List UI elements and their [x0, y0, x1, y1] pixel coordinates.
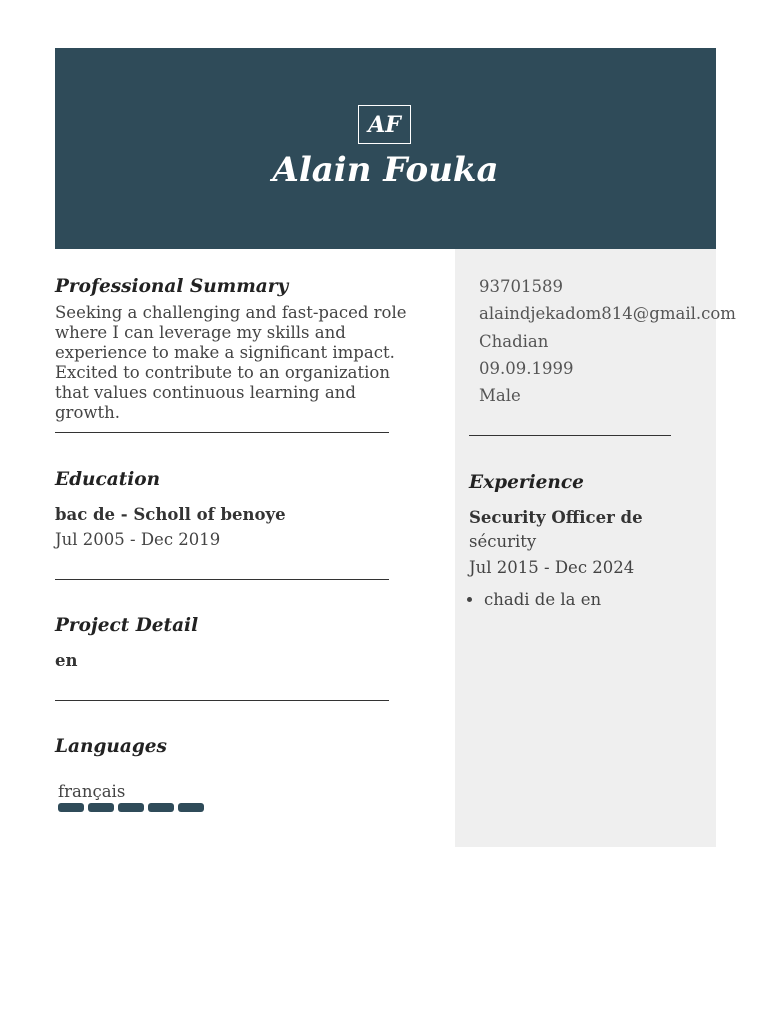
contact-email: alaindjekadom814@gmail.com	[479, 304, 736, 323]
summary-text: Seeking a challenging and fast-paced role where I can leverage my skills and experience to make a significant impact. Excited to contribute to an organization that values continuous learning and growth.	[55, 303, 407, 422]
section-divider	[55, 432, 389, 433]
language-level-segment	[178, 803, 204, 812]
experience-dates: Jul 2015 - Dec 2024	[469, 558, 635, 577]
education-dates: Jul 2005 - Dec 2019	[55, 530, 221, 549]
language-level-segment	[118, 803, 144, 812]
candidate-name: Alain Fouka	[272, 150, 499, 190]
contact-nationality: Chadian	[479, 332, 549, 351]
education-heading: Education	[55, 469, 161, 490]
contact-gender: Male	[479, 386, 521, 405]
initials-monogram: AF	[358, 105, 411, 144]
project-text: en	[55, 651, 78, 670]
summary-heading: Professional Summary	[55, 276, 289, 297]
languages-heading: Languages	[55, 736, 167, 757]
language-level-segment	[88, 803, 114, 812]
language-level-segment	[148, 803, 174, 812]
sidebar-divider	[469, 435, 671, 436]
education-title: bac de - Scholl of benoye	[55, 505, 286, 524]
section-divider	[55, 700, 389, 701]
experience-role-line1: Security Officer de	[469, 508, 643, 527]
contact-phone: 93701589	[479, 277, 563, 296]
language-level-bars	[58, 803, 204, 812]
resume-header	[55, 48, 716, 249]
experience-role-line2: sécurity	[469, 532, 537, 551]
language-name: français	[58, 782, 126, 801]
section-divider	[55, 579, 389, 580]
language-level-segment	[58, 803, 84, 812]
experience-heading: Experience	[469, 472, 584, 493]
experience-bullets	[469, 590, 601, 609]
project-heading: Project Detail	[55, 615, 199, 636]
experience-bullet: • chadi de la en	[484, 590, 601, 609]
contact-birthdate: 09.09.1999	[479, 359, 574, 378]
